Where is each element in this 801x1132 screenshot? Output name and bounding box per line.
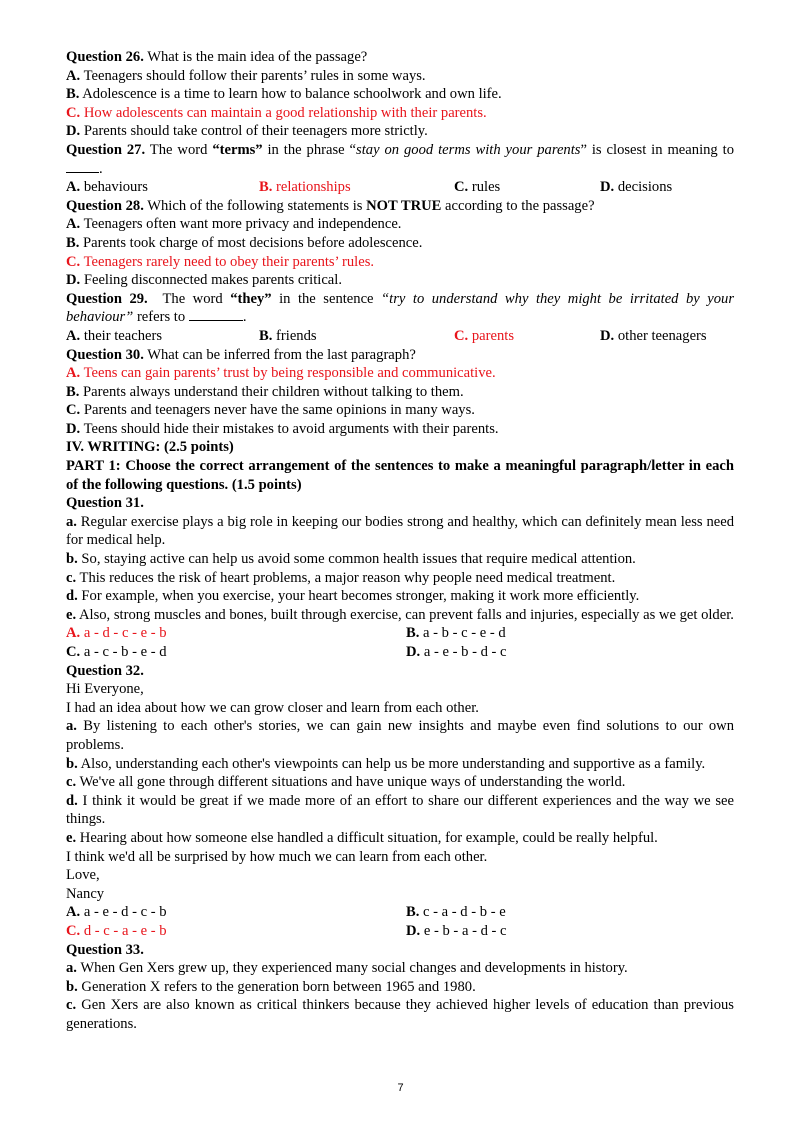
option-d[interactable]: D. Feeling disconnected makes parents critical.: [66, 272, 342, 289]
option-a[interactable]: A. Teenagers often want more privacy and independence.: [66, 216, 402, 233]
part-1-instructions: PART 1: Choose the correct arrangement of the sentences to make a meaningful paragraph/letter in each of the following questions. (1.5 points): [66, 458, 734, 493]
sentence-a: a. By listening to each other's stories, we can gain new insights and maybe even find solutions to our own problems.: [66, 718, 734, 753]
letter-intro: I had an idea about how we can grow closer and learn from each other.: [66, 699, 479, 716]
option-b[interactable]: B. a - b - c - e - d: [406, 625, 506, 642]
sentence-b: b. Generation X refers to the generation born between 1965 and 1980.: [66, 978, 476, 995]
question-32-options-row-2: [66, 922, 734, 941]
option-c-answer[interactable]: C. d - c - a - e - b: [66, 922, 167, 939]
question-29-options: [66, 327, 734, 346]
question-29-stem: Question 29. The word “they” in the sentence “try to understand why they might be irritated by your behaviour” refers to .: [66, 290, 735, 326]
sentence-d: d. I think it would be great if we made more of an effort to share our different experiences and the way we see things.: [66, 792, 734, 828]
letter-closing: I think we'd all be surprised by how much we can learn from each other.: [66, 848, 488, 865]
option-b[interactable]: B. Parents took charge of most decisions before adolescence.: [66, 234, 423, 251]
sentence-e: e. Also, strong muscles and bones, built through exercise, can prevent falls and injuries, especially as we get older.: [66, 606, 734, 623]
sentence-b: b. So, staying active can help us avoid some common health issues that require medical attention.: [66, 551, 636, 568]
question-26-stem: Question 26. What is the main idea of the passage?: [66, 49, 368, 65]
question-label: Question 30.: [66, 346, 144, 363]
question-32-options-row-1: [66, 903, 734, 922]
option-a[interactable]: A. their teachers: [66, 327, 163, 344]
option-c[interactable]: C. a - c - b - e - d: [66, 644, 167, 660]
question-label: Question 27.: [66, 141, 146, 158]
sentence-c: c. This reduces the risk of heart problems, a major reason why people need medical treatment.: [66, 569, 616, 586]
letter-signoff: Love,: [66, 867, 100, 884]
option-c[interactable]: C. Parents and teenagers never have the same opinions in many ways.: [66, 402, 475, 419]
question-27-options: [66, 178, 734, 197]
option-c-answer[interactable]: C. How adolescents can maintain a good relationship with their parents.: [66, 104, 487, 121]
question-31-label: Question 31.: [66, 495, 144, 512]
question-31-options-row-1: [66, 624, 734, 643]
question-32-label: Question 32.: [66, 662, 144, 679]
option-a[interactable]: A. Teenagers should follow their parents’ rules in some ways.: [66, 67, 426, 84]
page-number: 7: [397, 1082, 404, 1094]
option-a[interactable]: A. behaviours: [66, 179, 148, 196]
section-heading: IV. WRITING: (2.5 points): [66, 439, 234, 456]
option-d[interactable]: D. decisions: [600, 179, 673, 196]
exam-page: [66, 48, 734, 1033]
option-d[interactable]: D. Teens should hide their mistakes to avoid arguments with their parents.: [66, 420, 499, 437]
option-b[interactable]: B. Parents always understand their children without talking to them.: [66, 383, 464, 400]
option-b[interactable]: B. friends: [259, 327, 317, 344]
sentence-c: c. Gen Xers are also known as critical thinkers because they achieved higher levels of education than previous generations.: [66, 997, 734, 1032]
option-a-answer[interactable]: A. Teens can gain parents’ trust by being responsible and communicative.: [66, 365, 496, 382]
option-d[interactable]: D. other teenagers: [600, 327, 707, 344]
answer-blank: [66, 160, 99, 173]
option-a[interactable]: A. a - e - d - c - b: [66, 904, 167, 921]
option-c-answer[interactable]: C. parents: [454, 327, 514, 344]
sentence-a: a. Regular exercise plays a big role in keeping our bodies strong and healthy, which can definitely mean less need for medical help.: [66, 513, 734, 549]
option-c-answer[interactable]: C. Teenagers rarely need to obey their parents’ rules.: [66, 253, 375, 270]
sentence-e: e. Hearing about how someone else handled a difficult situation, for example, could be really helpful.: [66, 829, 658, 846]
option-a-answer[interactable]: A. a - d - c - e - b: [66, 625, 167, 642]
option-d[interactable]: D. Parents should take control of their teenagers more strictly.: [66, 123, 428, 140]
option-b[interactable]: B. Adolescence is a time to learn how to balance schoolwork and own life.: [66, 86, 502, 103]
question-30-stem: Question 30. What can be inferred from the last paragraph?: [66, 346, 416, 363]
question-label: Question 29.: [66, 290, 148, 307]
option-b-answer[interactable]: B. relationships: [259, 179, 351, 196]
question-28-stem: Question 28. Which of the following statements is NOT TRUE according to the passage?: [66, 197, 595, 214]
option-c[interactable]: C. rules: [454, 179, 501, 196]
question-27-stem: Question 27. The word “terms” in the phrase “stay on good terms with your parents” is closest in meaning to .: [66, 141, 734, 177]
sentence-c: c. We've all gone through different situations and have unique ways of understanding the world.: [66, 774, 626, 791]
question-label: Question 28.: [66, 197, 144, 214]
question-label: Question 26.: [66, 49, 144, 65]
option-b[interactable]: B. c - a - d - b - e: [406, 904, 506, 921]
question-33-label: Question 33.: [66, 941, 144, 958]
option-d[interactable]: D. e - b - a - d - c: [406, 922, 507, 939]
answer-blank: [189, 308, 243, 321]
sentence-b: b. Also, understanding each other's viewpoints can help us be more understanding and supportive as a family.: [66, 755, 706, 772]
letter-signature: Nancy: [66, 885, 105, 902]
option-d[interactable]: D. a - e - b - d - c: [406, 644, 507, 660]
question-31-options-row-2: [66, 643, 734, 662]
sentence-a: a. When Gen Xers grew up, they experienced many social changes and developments in history.: [66, 960, 628, 977]
sentence-d: d. For example, when you exercise, your heart becomes stronger, making it work more efficiently.: [66, 588, 640, 605]
letter-greeting: Hi Everyone,: [66, 681, 144, 698]
